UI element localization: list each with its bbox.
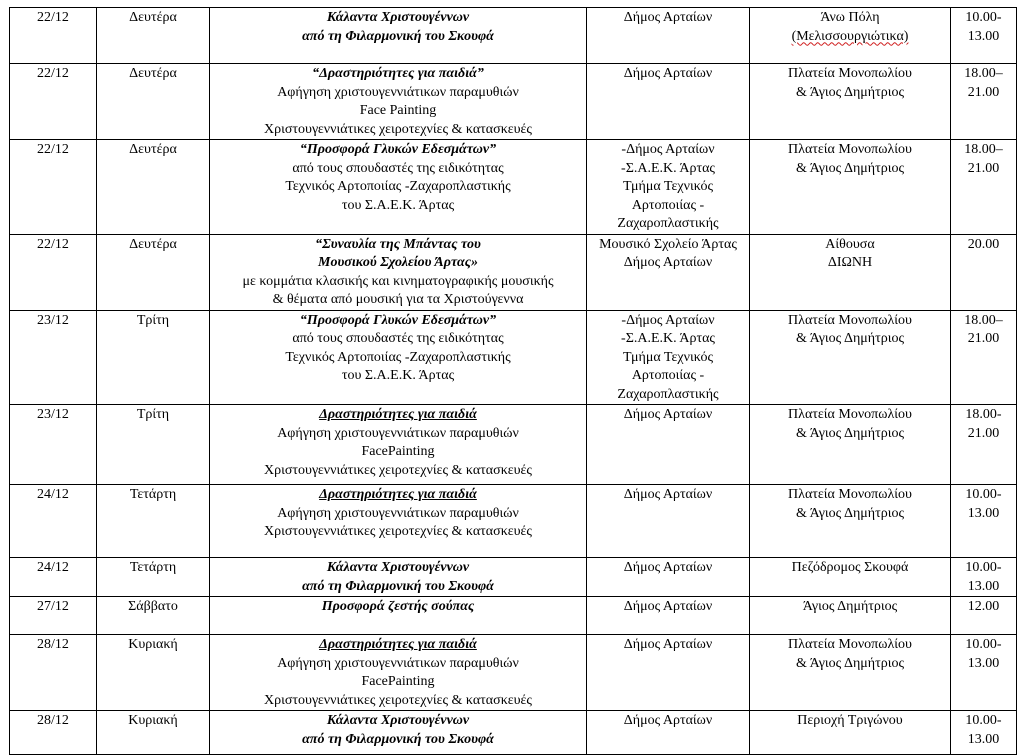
organizer-cell: Μουσικό Σχολείο Άρτας Δήμος Αρταίων (587, 234, 750, 310)
location-cell: Πλατεία Μονοπωλίου & Άγιος Δημήτριος (750, 140, 951, 235)
organizer-cell: Δήμος Αρταίων (587, 8, 750, 64)
table-row (10, 64, 1017, 140)
event-line: Αφήγηση χριστουγεννιάτικων παραμυθιών (277, 425, 519, 441)
organizer-cell: Δήμος Αρταίων (587, 64, 750, 140)
table-row (10, 711, 1017, 755)
table-row (10, 485, 1017, 558)
time-cell: 18.00- 21.00 (951, 405, 1017, 485)
event-line: Χριστουγεννιάτικες χειροτεχνίες & κατασκευές (264, 121, 532, 137)
organizer-cell: Δήμος Αρταίων (587, 635, 750, 711)
event-line: από τη Φιλαρμονική του Σκουφά (302, 578, 494, 594)
event-title: “Συναυλία της Μπάντας του (315, 236, 481, 252)
day-cell: Κυριακή (97, 635, 210, 711)
day-cell: Τετάρτη (97, 558, 210, 597)
event-line: Χριστουγεννιάτικες χειροτεχνίες & κατασκευές (264, 524, 532, 539)
event-line: Αφήγηση χριστουγεννιάτικων παραμυθιών (277, 655, 519, 671)
event-title: Κάλαντα Χριστουγέννων (326, 713, 470, 728)
spellcheck-flagged-word: (Μελισσουργιώτικα) (791, 28, 909, 44)
day-cell: Δευτέρα (97, 8, 210, 64)
time-cell: 10.00- 13.00 (951, 8, 1017, 64)
organizer-cell: -Δήμος Αρταίων -Σ.Α.Ε.Κ. Άρτας Τμήμα Τεχνικός Αρτοποιίας - Ζαχαροπλαστικής (587, 310, 750, 405)
location-cell: Πεζόδρομος Σκουφά (750, 558, 951, 597)
table-row (10, 405, 1017, 485)
event-title: Κάλαντα Χριστουγέννων (326, 560, 470, 575)
date-cell: 23/12 (10, 310, 97, 405)
event-line: με κομμάτια κλασικής και κινηματογραφικής μουσικής (242, 273, 554, 289)
event-line: & θέματα από μουσική για τα Χριστούγεννα (272, 292, 524, 307)
time-cell: 12.00 (951, 597, 1017, 635)
time-cell: 18.00– 21.00 (951, 64, 1017, 140)
organizer-cell: Δήμος Αρταίων (587, 597, 750, 635)
event-line: από τους σπουδαστές της ειδικότητας (292, 331, 504, 346)
event-line: Τεχνικός Αρτοποιίας -Ζαχαροπλαστικής (285, 349, 511, 365)
event-cell (210, 140, 587, 235)
location-cell: Αίθουσα ΔΙΩΝΗ (750, 234, 951, 310)
table-row (10, 234, 1017, 310)
date-cell: 24/12 (10, 485, 97, 558)
event-title: “Προσφορά Γλυκών Εδεσμάτων” (299, 142, 497, 157)
event-title: “Δραστηριότητες για παιδιά” (312, 66, 484, 81)
table-row (10, 310, 1017, 405)
date-cell: 22/12 (10, 64, 97, 140)
event-line: από τη Φιλαρμονική του Σκουφά (302, 28, 494, 44)
date-cell: 28/12 (10, 635, 97, 711)
organizer-cell: Δήμος Αρταίων (587, 711, 750, 755)
event-cell (210, 597, 587, 635)
location-cell: Περιοχή Τριγώνου (750, 711, 951, 755)
table-row (10, 635, 1017, 711)
event-line: από τη Φιλαρμονική του Σκουφά (302, 731, 494, 747)
day-cell: Τρίτη (97, 310, 210, 405)
location-cell: Πλατεία Μονοπωλίου & Άγιος Δημήτριος (750, 405, 951, 485)
organizer-cell: Δήμος Αρταίων (587, 405, 750, 485)
time-cell: 18.00– 21.00 (951, 140, 1017, 235)
day-cell: Σάββατο (97, 597, 210, 635)
time-cell: 10.00- 13.00 (951, 558, 1017, 597)
event-cell (210, 558, 587, 597)
organizer-cell: Δήμος Αρταίων (587, 485, 750, 558)
date-cell: 22/12 (10, 234, 97, 310)
day-cell: Δευτέρα (97, 234, 210, 310)
day-cell: Τρίτη (97, 405, 210, 485)
event-title: Δραστηριότητες για παιδιά (319, 637, 477, 652)
date-cell: 22/12 (10, 140, 97, 235)
event-line: FacePainting (361, 444, 435, 459)
event-cell (210, 711, 587, 755)
date-cell: 22/12 (10, 8, 97, 64)
event-line: Τεχνικός Αρτοποιίας -Ζαχαροπλαστικής (285, 179, 511, 194)
date-cell: 23/12 (10, 405, 97, 485)
event-cell (210, 234, 587, 310)
location-cell: Άγιος Δημήτριος (750, 597, 951, 635)
event-cell (210, 8, 587, 64)
time-cell: 10.00- 13.00 (951, 635, 1017, 711)
event-cell (210, 310, 587, 405)
location-cell: Πλατεία Μονοπωλίου & Άγιος Δημήτριος (750, 64, 951, 140)
time-cell: 10.00- 13.00 (951, 485, 1017, 558)
event-line: από τους σπουδαστές της ειδικότητας (292, 160, 504, 176)
date-cell: 27/12 (10, 597, 97, 635)
organizer-cell: -Δήμος Αρταίων -Σ.Α.Ε.Κ. Άρτας Τμήμα Τεχνικός Αρτοποιίας - Ζαχαροπλαστικής (587, 140, 750, 235)
event-line: Χριστουγεννιάτικες χειροτεχνίες & κατασκευές (264, 692, 532, 708)
location-cell: Άνω Πόλη (Μελισσουργιώτικα) (750, 8, 951, 64)
time-cell: 10.00- 13.00 (951, 711, 1017, 755)
location-cell: Πλατεία Μονοπωλίου & Άγιος Δημήτριος (750, 485, 951, 558)
day-cell: Κυριακή (97, 711, 210, 755)
day-cell: Τετάρτη (97, 485, 210, 558)
time-cell: 18.00– 21.00 (951, 310, 1017, 405)
event-line: FacePainting (361, 674, 435, 689)
event-title: “Προσφορά Γλυκών Εδεσμάτων” (299, 312, 497, 328)
event-line: Αφήγηση χριστουγεννιάτικων παραμυθιών (277, 84, 519, 100)
date-cell: 28/12 (10, 711, 97, 755)
event-title: Κάλαντα Χριστουγέννων (326, 10, 470, 25)
location-cell: Πλατεία Μονοπωλίου & Άγιος Δημήτριος (750, 310, 951, 405)
event-line: Χριστουγεννιάτικες χειροτεχνίες & κατασκευές (264, 462, 532, 478)
event-line: του Σ.Α.Ε.Κ. Άρτας (341, 368, 455, 383)
day-cell: Δευτέρα (97, 64, 210, 140)
events-schedule-table (9, 7, 1017, 755)
table-row (10, 597, 1017, 635)
event-line: Αφήγηση χριστουγεννιάτικων παραμυθιών (277, 505, 519, 521)
table-row (10, 558, 1017, 597)
event-title: Προσφορά ζεστής σούπας (321, 599, 475, 614)
table-row (10, 140, 1017, 235)
event-title: Μουσικού Σχολείου Άρτας» (318, 255, 478, 270)
organizer-cell: Δήμος Αρταίων (587, 558, 750, 597)
time-cell: 20.00 (951, 234, 1017, 310)
event-title: Δραστηριότητες για παιδιά (319, 487, 477, 502)
event-cell (210, 64, 587, 140)
table-row (10, 8, 1017, 64)
location-cell: Πλατεία Μονοπωλίου & Άγιος Δημήτριος (750, 635, 951, 711)
event-title: Δραστηριότητες για παιδιά (319, 407, 477, 422)
event-cell (210, 485, 587, 558)
event-cell (210, 635, 587, 711)
event-line: του Σ.Α.Ε.Κ. Άρτας (341, 197, 455, 213)
event-line: Face Painting (359, 103, 437, 118)
date-cell: 24/12 (10, 558, 97, 597)
day-cell: Δευτέρα (97, 140, 210, 235)
event-cell (210, 405, 587, 485)
